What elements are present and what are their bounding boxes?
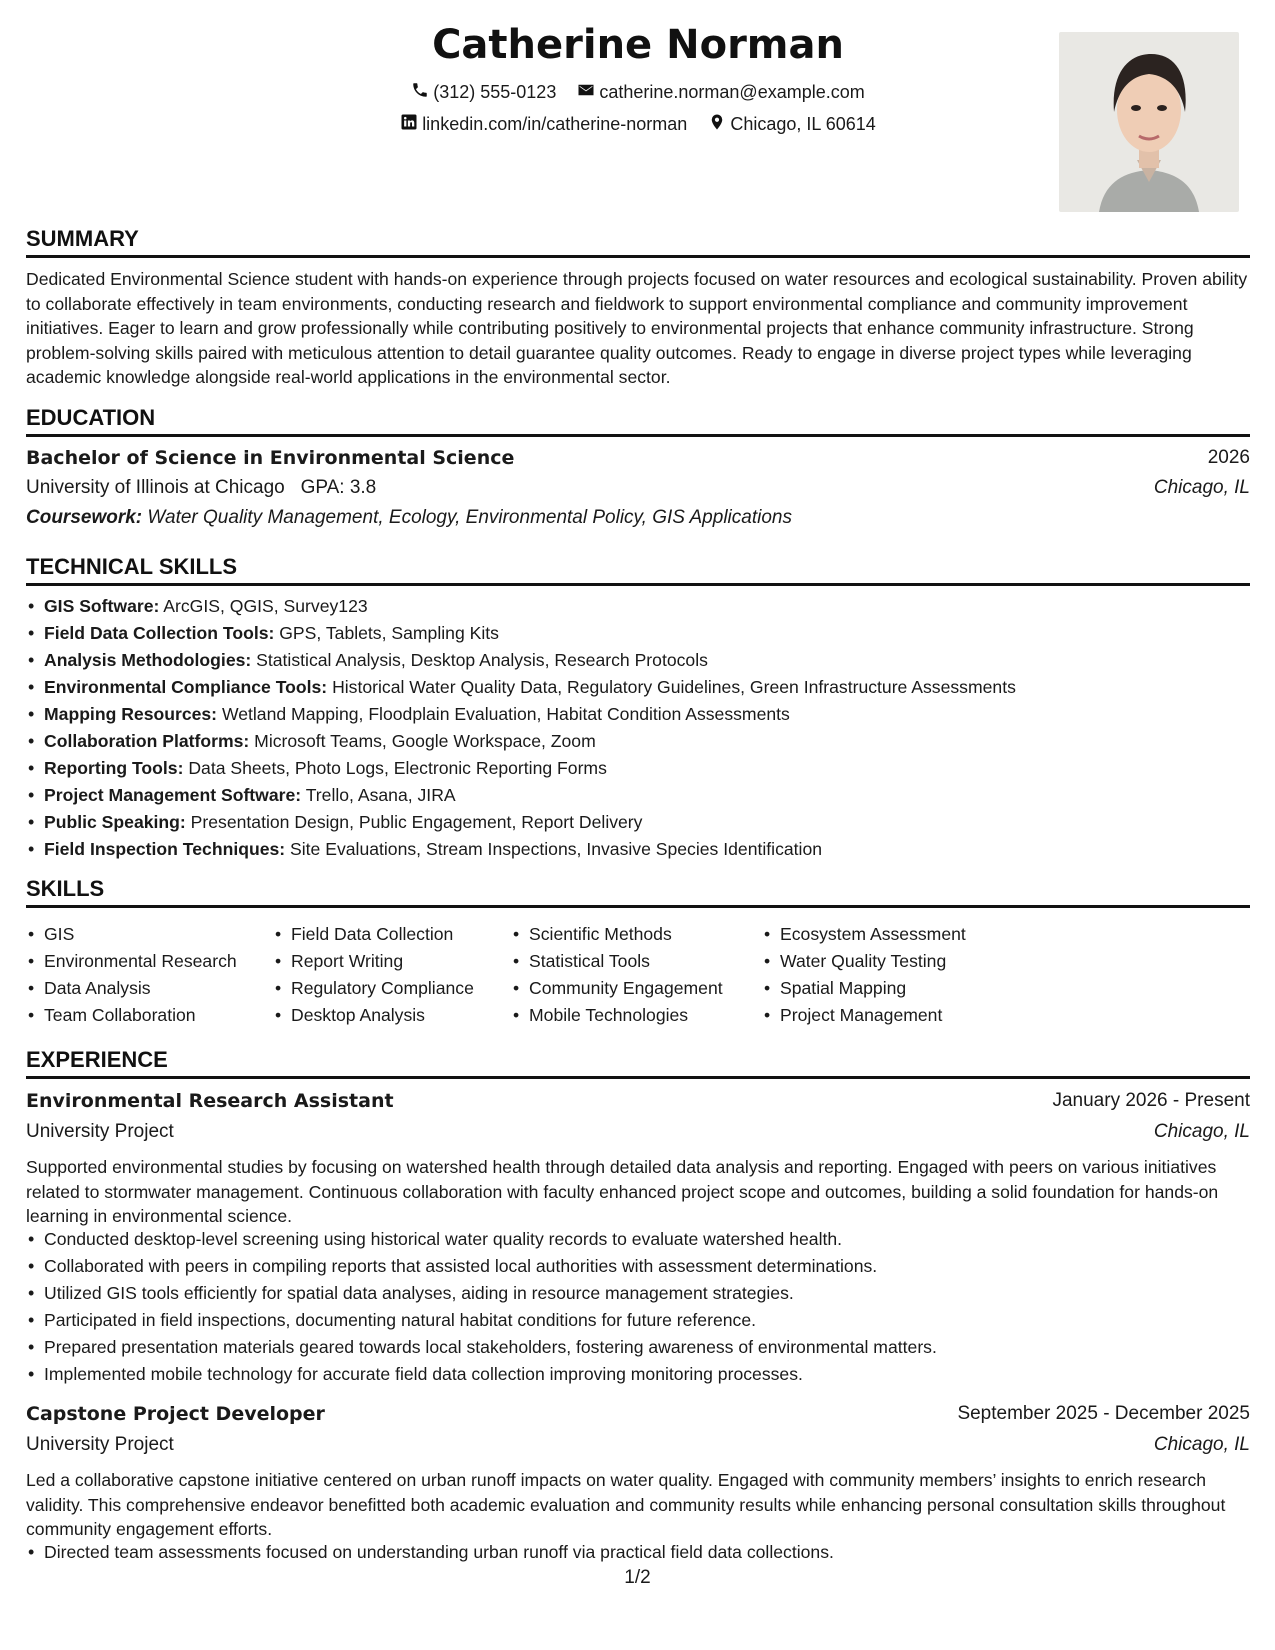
job-org-row (26, 1121, 1250, 1143)
job-dates: September 2025 - December 2025 (957, 1403, 1250, 1424)
gpa: GPA: 3.8 (300, 477, 377, 498)
list-item: • Statistical Tools (529, 948, 723, 975)
list-item: • Implemented mobile technology for accurate field data collection improving monitoring processes. (44, 1361, 937, 1388)
list-item: • Environmental Compliance Tools: Historical Water Quality Data, Regulatory Guidelines, Green Infrastructure Assessments (44, 674, 1016, 701)
skills-column-2 (291, 921, 474, 1029)
job-description: Led a collaborative capstone initiative centered on urban runoff impacts on water quality. Engaged with community members’ insights to enrich research validity. This comprehensive endeavor benefitted both academic evaluation and community results while enhancing personal consultation skills throughout community engagement efforts. (26, 1470, 1226, 1539)
coursework-label: Coursework: (26, 507, 143, 528)
list-item: • Report Writing (291, 948, 474, 975)
linkedin-contact[interactable] (400, 113, 687, 136)
list-item: • Analysis Methodologies: Statistical Analysis, Desktop Analysis, Research Protocols (44, 647, 1016, 674)
list-item: • GIS Software: ArcGIS, QGIS, Survey123 (44, 593, 1016, 620)
list-item: • Conducted desktop-level screening using historical water quality records to evaluate watershed health. (44, 1226, 937, 1253)
location-text: Chicago, IL 60614 (730, 114, 876, 134)
list-item: • Ecosystem Assessment (780, 921, 966, 948)
job-title-row (26, 1403, 1250, 1425)
list-item: • Scientific Methods (529, 921, 723, 948)
job-title-row (26, 1090, 1250, 1112)
technical-skills-heading: TECHNICAL SKILLS (26, 554, 1250, 586)
skills-column-3 (529, 921, 723, 1029)
list-item: • Desktop Analysis (291, 1002, 474, 1029)
job-dates: January 2026 - Present (1052, 1090, 1250, 1111)
list-item: • Environmental Research (44, 948, 237, 975)
coursework (26, 507, 792, 529)
school-location: Chicago, IL (1153, 477, 1250, 498)
profile-photo (1059, 32, 1239, 212)
list-item: • GIS (44, 921, 237, 948)
technical-skills-list (44, 593, 1016, 863)
job-org-row (26, 1434, 1250, 1456)
envelope-icon (577, 81, 599, 104)
job-role: Capstone Project Developer (26, 1403, 325, 1425)
list-item: • Water Quality Testing (780, 948, 966, 975)
school-info (26, 477, 376, 499)
job-org: University Project (26, 1434, 174, 1455)
degree-title: Bachelor of Science in Environmental Science (26, 447, 515, 469)
education-school-row (26, 477, 1250, 499)
job-role: Environmental Research Assistant (26, 1090, 394, 1112)
list-item: • Reporting Tools: Data Sheets, Photo Logs, Electronic Reporting Forms (44, 755, 1016, 782)
job-location: Chicago, IL (1153, 1434, 1250, 1455)
graduation-year: 2026 (1207, 447, 1250, 468)
list-item: • Project Management Software: Trello, Asana, JIRA (44, 782, 1016, 809)
list-item: • Field Inspection Techniques: Site Evaluations, Stream Inspections, Invasive Species Identification (44, 836, 1016, 863)
school-name: University of Illinois at Chicago (26, 477, 285, 498)
linkedin-icon (400, 113, 422, 136)
skills-column-4 (780, 921, 966, 1029)
list-item: • Team Collaboration (44, 1002, 237, 1029)
list-item: • Directed team assessments focused on understanding urban runoff via practical field data collections. (44, 1539, 834, 1566)
experience-heading: EXPERIENCE (26, 1047, 1250, 1079)
job-description: Supported environmental studies by focusing on watershed health through detailed data analysis and reporting. Engaged with peers on various initiatives related to stormwater management. Continuous collaboration with faculty enhanced project scope and outcomes, building a solid foundation for hands-on learning in environmental science. (26, 1157, 1219, 1226)
list-item: • Regulatory Compliance (291, 975, 474, 1002)
job-bullets (44, 1539, 834, 1566)
job-location: Chicago, IL (1153, 1121, 1250, 1142)
job-bullets (44, 1226, 937, 1388)
list-item: • Mapping Resources: Wetland Mapping, Floodplain Evaluation, Habitat Condition Assessments (44, 701, 1016, 728)
list-item: • Project Management (780, 1002, 966, 1029)
skills-column-1 (44, 921, 237, 1029)
education-degree-row (26, 447, 1250, 469)
education-heading: EDUCATION (26, 405, 1250, 437)
list-item: • Participated in field inspections, documenting natural habitat conditions for future reference. (44, 1307, 937, 1334)
list-item: • Field Data Collection (291, 921, 474, 948)
phone-icon (411, 81, 433, 104)
list-item: • Collaboration Platforms: Microsoft Teams, Google Workspace, Zoom (44, 728, 1016, 755)
coursework-list: Water Quality Management, Ecology, Environmental Policy, GIS Applications (147, 507, 792, 528)
list-item: • Public Speaking: Presentation Design, Public Engagement, Report Delivery (44, 809, 1016, 836)
map-pin-icon (708, 113, 730, 136)
list-item: • Spatial Mapping (780, 975, 966, 1002)
list-item: • Community Engagement (529, 975, 723, 1002)
location-contact (708, 113, 875, 136)
skills-heading: SKILLS (26, 876, 1250, 908)
phone-text: (312) 555-0123 (433, 82, 557, 102)
summary-heading: SUMMARY (26, 226, 1250, 258)
page-number: 1/2 (624, 1567, 651, 1588)
linkedin-text[interactable]: linkedin.com/in/catherine-norman (422, 114, 688, 134)
list-item: • Prepared presentation materials geared towards local stakeholders, fostering awareness of environmental matters. (44, 1334, 937, 1361)
phone-contact (411, 81, 556, 104)
job-org: University Project (26, 1121, 174, 1142)
list-item: • Field Data Collection Tools: GPS, Tablets, Sampling Kits (44, 620, 1016, 647)
list-item: • Collaborated with peers in compiling reports that assisted local authorities with assessment determinations. (44, 1253, 937, 1280)
list-item: • Utilized GIS tools efficiently for spatial data analyses, aiding in resource management strategies. (44, 1280, 937, 1307)
email-text[interactable]: catherine.norman@example.com (599, 82, 865, 102)
email-contact[interactable] (577, 81, 864, 104)
list-item: • Data Analysis (44, 975, 237, 1002)
list-item: • Mobile Technologies (529, 1002, 723, 1029)
candidate-name: Catherine Norman (432, 22, 844, 68)
coursework-row (26, 507, 1250, 529)
summary-text: Dedicated Environmental Science student with hands-on experience through projects focused on water resources and ecological sustainability. Proven ability to collaborate effectively in team environments, conducting research and fieldwork to support environmental compliance and community improvement initiatives. Eager to learn and grow professionally while contributing positively to environmental projects that enhance community infrastructure. Strong problem-solving skills paired with meticulous attention to detail guarantee quality outcomes. Ready to engage in diverse project types while leveraging academic knowledge alongside real-world applications in the environmental sector. (26, 269, 1248, 387)
